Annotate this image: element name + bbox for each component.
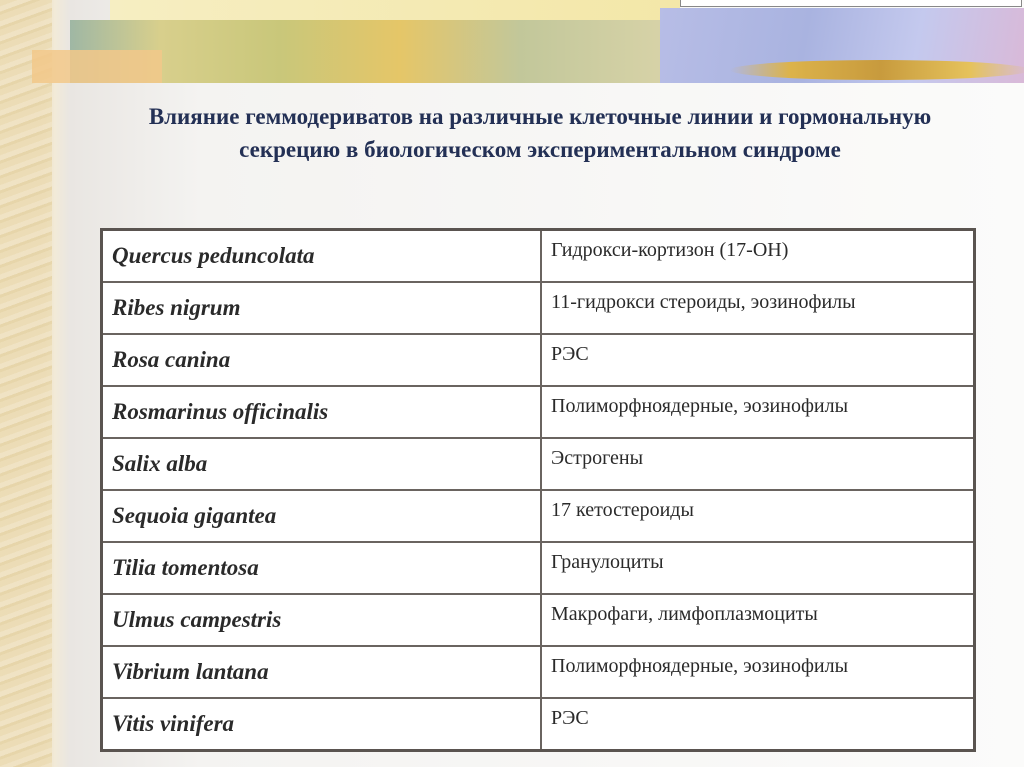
effect-text: Эстрогены: [541, 438, 975, 490]
effect-text: Полиморфноядерные, эозинофилы: [541, 386, 975, 438]
table-row: [102, 334, 975, 386]
table-row: [102, 386, 975, 438]
effect-text: РЭС: [541, 698, 975, 751]
table-row: [102, 230, 975, 283]
effect-text: 17 кетостероиды: [541, 490, 975, 542]
table-row: [102, 698, 975, 751]
plant-name: Quercus peduncolata: [102, 230, 542, 283]
effect-text: Полиморфноядерные, эозинофилы: [541, 646, 975, 698]
effect-text: Макрофаги, лимфоплазмоциты: [541, 594, 975, 646]
plant-name: Ulmus campestris: [102, 594, 542, 646]
background-texture: [0, 0, 52, 767]
table-row: [102, 490, 975, 542]
table-row: [102, 646, 975, 698]
slide-title: Влияние геммодериватов на различные клеточные линии и гормональную секрецию в биологическом экспериментальном синдроме: [148, 104, 932, 162]
plant-name: Salix alba: [102, 438, 542, 490]
effect-text: РЭС: [541, 334, 975, 386]
plant-name: Rosa canina: [102, 334, 542, 386]
effect-text: Гидрокси-кортизон (17-OH): [541, 230, 975, 283]
effect-text: Гранулоциты: [541, 542, 975, 594]
table-row: [102, 542, 975, 594]
effect-text: 11-гидрокси стероиды, эозинофилы: [541, 282, 975, 334]
plant-name: Rosmarinus officinalis: [102, 386, 542, 438]
plant-name: Sequoia gigantea: [102, 490, 542, 542]
plant-name: Vitis vinifera: [102, 698, 542, 751]
gemmoderivatives-table: [100, 228, 976, 752]
table-row: [102, 594, 975, 646]
table-row: [102, 282, 975, 334]
plant-name: Vibrium lantana: [102, 646, 542, 698]
table-row: [102, 438, 975, 490]
plant-name: Tilia tomentosa: [102, 542, 542, 594]
plant-name: Ribes nigrum: [102, 282, 542, 334]
